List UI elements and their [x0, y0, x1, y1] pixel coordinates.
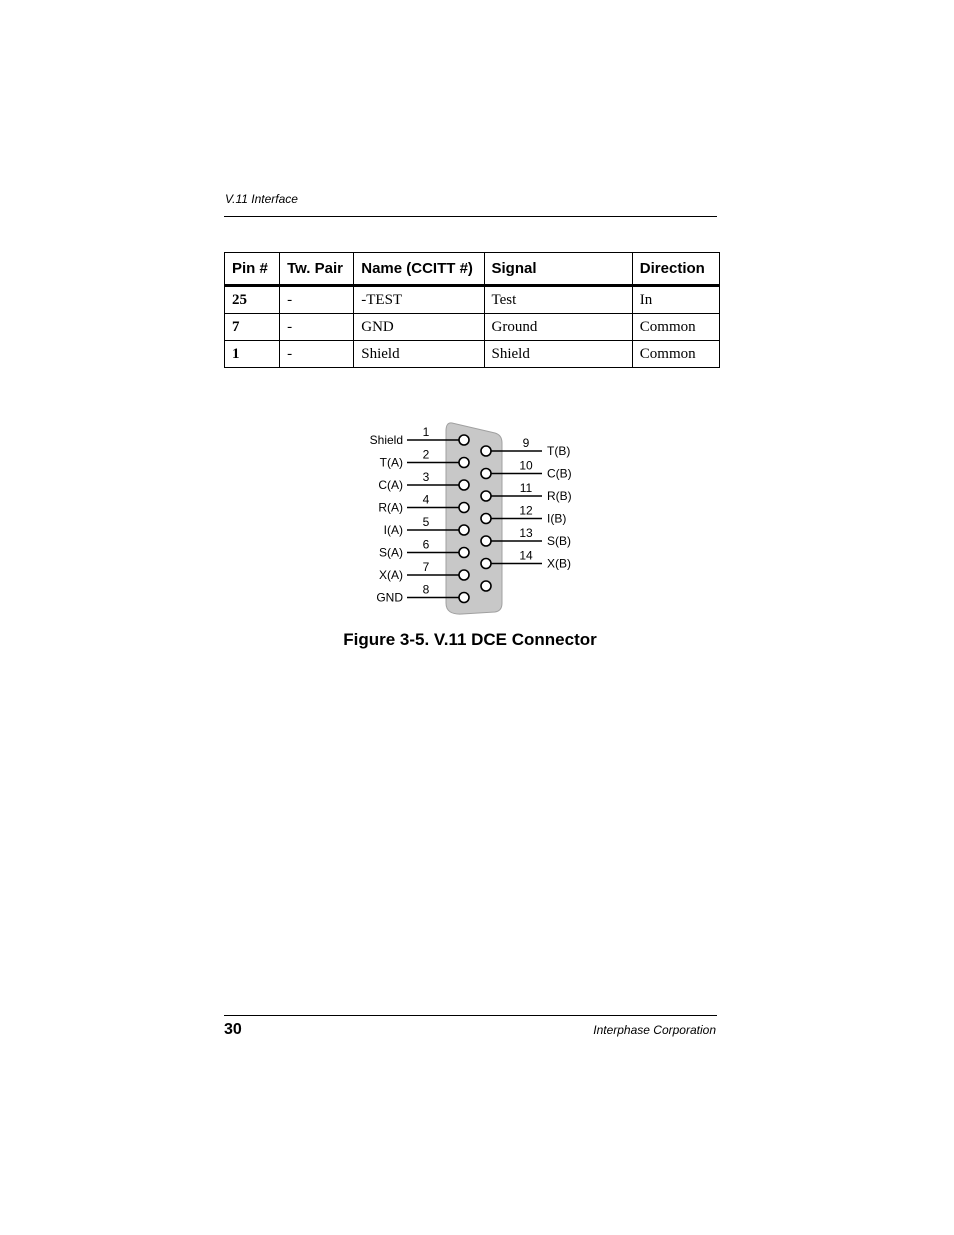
pin-number: 13	[519, 526, 533, 540]
pin-label: I(B)	[547, 511, 567, 526]
pin-socket	[481, 446, 491, 456]
pin-number: 5	[422, 515, 430, 529]
pin-number: 3	[422, 470, 430, 484]
table-cell: -	[280, 286, 354, 314]
table-row	[225, 314, 720, 341]
dce-connector-diagram	[340, 415, 600, 620]
column-header: Tw. Pair	[280, 253, 354, 286]
pin-number: 1	[422, 425, 430, 439]
table-row	[225, 341, 720, 368]
pin-number: 8	[422, 582, 430, 597]
pin-socket	[459, 570, 469, 580]
pin-number: 14	[519, 548, 533, 563]
pin-socket	[481, 469, 491, 479]
company-name: Interphase Corporation	[593, 1023, 716, 1037]
figure-caption: Figure 3-5. V.11 DCE Connector	[343, 630, 597, 649]
table-cell: In	[632, 286, 719, 314]
page-number: 30	[224, 1021, 242, 1038]
table-cell-pin: 1	[225, 341, 280, 368]
pin-label: GND	[376, 590, 403, 605]
table-row	[225, 286, 720, 314]
pin-socket	[459, 458, 469, 468]
pin-label: C(A)	[378, 478, 403, 492]
pin-number: 12	[519, 503, 533, 518]
pin-socket	[481, 491, 491, 501]
pin-number: 9	[522, 436, 530, 450]
pin-socket	[459, 503, 469, 513]
pin-socket	[459, 480, 469, 490]
table-cell: -	[280, 341, 354, 368]
table-cell: Shield	[484, 341, 632, 368]
table-cell: Common	[632, 314, 719, 341]
pin-socket	[481, 536, 491, 546]
pin-label: Shield	[369, 433, 403, 447]
pin-table	[224, 252, 720, 368]
table-cell-pin: 25	[225, 286, 280, 314]
pin-label: S(A)	[379, 545, 403, 560]
footer-rule	[224, 1015, 717, 1016]
table-cell: -TEST	[354, 286, 484, 314]
pin-label: I(A)	[383, 523, 403, 537]
pin-socket	[481, 581, 491, 591]
pin-number: 7	[422, 560, 430, 574]
pin-number: 11	[519, 481, 533, 495]
pin-label: S(B)	[547, 534, 571, 548]
pin-socket	[459, 525, 469, 535]
pin-socket	[481, 514, 491, 524]
table-header-row	[225, 253, 720, 286]
running-head: V.11 Interface	[225, 192, 298, 206]
pin-label: R(A)	[378, 500, 403, 515]
header-rule	[224, 216, 717, 217]
table-cell-pin: 7	[225, 314, 280, 341]
table-cell: -	[280, 314, 354, 341]
pin-label: T(A)	[379, 455, 403, 470]
table-cell: Shield	[354, 341, 484, 368]
pin-socket	[481, 559, 491, 569]
table-cell: Test	[484, 286, 632, 314]
pin-socket	[459, 548, 469, 558]
table-cell: GND	[354, 314, 484, 341]
table-cell: Common	[632, 341, 719, 368]
pin-label: R(B)	[547, 489, 572, 503]
pin-number: 6	[422, 537, 430, 552]
pin-number: 2	[422, 447, 430, 462]
column-header: Name (CCITT #)	[354, 253, 484, 286]
column-header: Signal	[484, 253, 632, 286]
table-cell: Ground	[484, 314, 632, 341]
pin-label: C(B)	[547, 466, 572, 481]
column-header: Direction	[632, 253, 719, 286]
pin-socket	[459, 435, 469, 445]
pin-label: X(A)	[379, 568, 403, 582]
column-header: Pin #	[225, 253, 280, 286]
pin-number: 4	[422, 492, 430, 507]
pin-label: T(B)	[547, 444, 571, 458]
pin-socket	[459, 593, 469, 603]
pin-number: 10	[519, 458, 533, 473]
pin-label: X(B)	[547, 556, 571, 571]
